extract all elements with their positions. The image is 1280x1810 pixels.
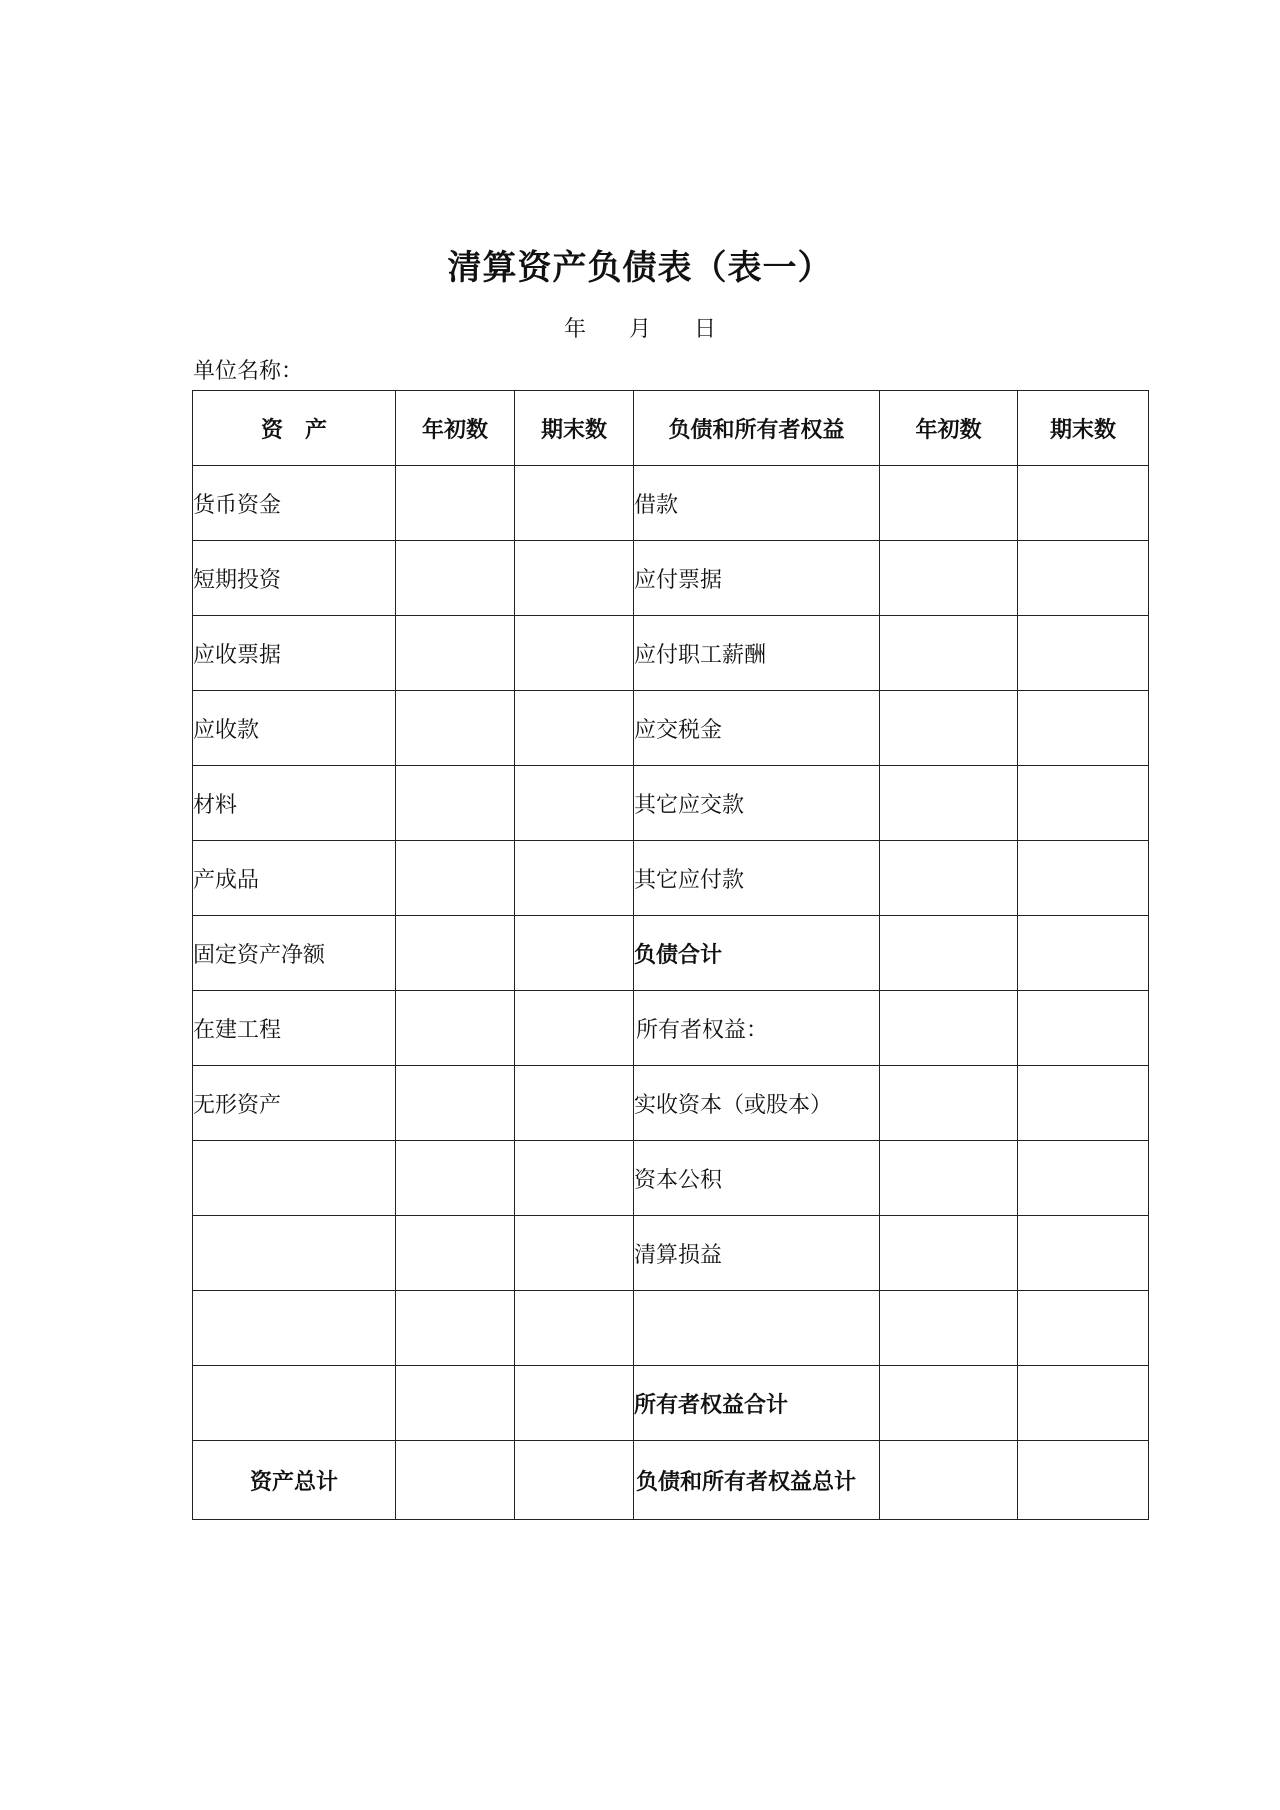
- asset-label: 固定资产净额: [193, 916, 396, 991]
- liability-label: 其它应交款: [634, 766, 880, 841]
- table-row: [193, 541, 1149, 616]
- asset-end-cell[interactable]: [515, 1066, 634, 1141]
- liab-end-cell[interactable]: [1018, 616, 1149, 691]
- header-liabilities: 负债和所有者权益: [634, 391, 880, 466]
- table-row: [193, 766, 1149, 841]
- liab-end-cell[interactable]: [1018, 766, 1149, 841]
- liab-end-cell[interactable]: [1018, 691, 1149, 766]
- asset-label: 在建工程: [193, 991, 396, 1066]
- liab-end-cell[interactable]: [1018, 1216, 1149, 1291]
- date-month-label: 月: [628, 317, 651, 342]
- asset-label: [193, 1216, 396, 1291]
- totals-row: [193, 1441, 1149, 1520]
- liability-label: 实收资本（或股本）: [634, 1066, 880, 1141]
- liab-begin-cell[interactable]: [880, 1141, 1018, 1216]
- table-row: [193, 1066, 1149, 1141]
- table-row: [193, 841, 1149, 916]
- asset-total-begin-cell[interactable]: [396, 1441, 515, 1520]
- balance-sheet-table: [192, 390, 1149, 1520]
- liab-end-cell[interactable]: [1018, 991, 1149, 1066]
- header-assets: 资 产: [193, 391, 396, 466]
- asset-label: 货币资金: [193, 466, 396, 541]
- table-row: [193, 916, 1149, 991]
- asset-end-cell[interactable]: [515, 616, 634, 691]
- table-row: [193, 616, 1149, 691]
- asset-label: 无形资产: [193, 1066, 396, 1141]
- liab-total-end-cell[interactable]: [1018, 1441, 1149, 1520]
- liability-label: 应付职工薪酬: [634, 616, 880, 691]
- asset-label: [193, 1291, 396, 1366]
- asset-begin-cell[interactable]: [396, 541, 515, 616]
- header-asset-begin: 年初数: [396, 391, 515, 466]
- asset-end-cell[interactable]: [515, 991, 634, 1066]
- table-row: [193, 466, 1149, 541]
- liability-label: 应交税金: [634, 691, 880, 766]
- liab-begin-cell[interactable]: [880, 1216, 1018, 1291]
- table-row: [193, 1366, 1149, 1441]
- liability-label: [634, 1291, 880, 1366]
- asset-end-cell[interactable]: [515, 1216, 634, 1291]
- page-title: 清算资产负债表（表一）: [447, 248, 833, 288]
- header-asset-end: 期末数: [515, 391, 634, 466]
- liab-begin-cell[interactable]: [880, 616, 1018, 691]
- liab-end-cell[interactable]: [1018, 1291, 1149, 1366]
- liab-end-cell[interactable]: [1018, 1066, 1149, 1141]
- liab-begin-cell[interactable]: [880, 841, 1018, 916]
- asset-end-cell[interactable]: [515, 1366, 634, 1441]
- liab-end-cell[interactable]: [1018, 1141, 1149, 1216]
- table-row: [193, 991, 1149, 1066]
- equity-section-label: 所有者权益：: [634, 991, 880, 1066]
- asset-begin-cell[interactable]: [396, 466, 515, 541]
- asset-label: [193, 1141, 396, 1216]
- asset-begin-cell[interactable]: [396, 1141, 515, 1216]
- asset-begin-cell[interactable]: [396, 766, 515, 841]
- liab-end-cell[interactable]: [1018, 841, 1149, 916]
- liab-begin-cell[interactable]: [880, 541, 1018, 616]
- liab-equity-total-label: 负债和所有者权益总计: [634, 1441, 880, 1520]
- liab-total-begin-cell[interactable]: [880, 1441, 1018, 1520]
- liability-label: 应付票据: [634, 541, 880, 616]
- date-day-label: 日: [694, 317, 717, 342]
- liability-label: 清算损益: [634, 1216, 880, 1291]
- asset-begin-cell[interactable]: [396, 1216, 515, 1291]
- asset-label: 产成品: [193, 841, 396, 916]
- liability-label: 资本公积: [634, 1141, 880, 1216]
- asset-label: 材料: [193, 766, 396, 841]
- asset-end-cell[interactable]: [515, 841, 634, 916]
- liability-label: 其它应付款: [634, 841, 880, 916]
- asset-end-cell[interactable]: [515, 691, 634, 766]
- asset-begin-cell[interactable]: [396, 1291, 515, 1366]
- liab-end-cell[interactable]: [1018, 916, 1149, 991]
- asset-begin-cell[interactable]: [396, 841, 515, 916]
- liab-begin-cell[interactable]: [880, 991, 1018, 1066]
- header-liab-begin: 年初数: [880, 391, 1018, 466]
- liab-begin-cell[interactable]: [880, 466, 1018, 541]
- asset-end-cell[interactable]: [515, 1291, 634, 1366]
- asset-end-cell[interactable]: [515, 916, 634, 991]
- asset-end-cell[interactable]: [515, 766, 634, 841]
- equity-subtotal-label: 所有者权益合计: [634, 1366, 880, 1441]
- asset-total-label: 资产总计: [193, 1441, 396, 1520]
- liab-begin-cell[interactable]: [880, 766, 1018, 841]
- liab-begin-cell[interactable]: [880, 1291, 1018, 1366]
- asset-total-end-cell[interactable]: [515, 1441, 634, 1520]
- table-row: [193, 1141, 1149, 1216]
- table-row: [193, 1291, 1149, 1366]
- asset-begin-cell[interactable]: [396, 916, 515, 991]
- asset-begin-cell[interactable]: [396, 616, 515, 691]
- asset-label: 应收款: [193, 691, 396, 766]
- liability-label: 借款: [634, 466, 880, 541]
- liab-begin-cell[interactable]: [880, 916, 1018, 991]
- asset-begin-cell[interactable]: [396, 1366, 515, 1441]
- date-line: [0, 312, 1280, 343]
- asset-end-cell[interactable]: [515, 1141, 634, 1216]
- table-row: [193, 691, 1149, 766]
- liab-begin-cell[interactable]: [880, 1066, 1018, 1141]
- liab-begin-cell[interactable]: [880, 1366, 1018, 1441]
- asset-begin-cell[interactable]: [396, 691, 515, 766]
- asset-label: [193, 1366, 396, 1441]
- asset-begin-cell[interactable]: [396, 1066, 515, 1141]
- asset-begin-cell[interactable]: [396, 991, 515, 1066]
- date-year-label: 年: [563, 317, 586, 342]
- liab-end-cell[interactable]: [1018, 541, 1149, 616]
- asset-label: 应收票据: [193, 616, 396, 691]
- liability-subtotal-label: 负债合计: [634, 916, 880, 991]
- table-header-row: [193, 391, 1149, 466]
- unit-name-label: 单位名称：: [193, 359, 304, 384]
- header-liab-end: 期末数: [1018, 391, 1149, 466]
- liab-end-cell[interactable]: [1018, 466, 1149, 541]
- liab-begin-cell[interactable]: [880, 691, 1018, 766]
- asset-label: 短期投资: [193, 541, 396, 616]
- asset-end-cell[interactable]: [515, 466, 634, 541]
- asset-end-cell[interactable]: [515, 541, 634, 616]
- liab-end-cell[interactable]: [1018, 1366, 1149, 1441]
- table-row: [193, 1216, 1149, 1291]
